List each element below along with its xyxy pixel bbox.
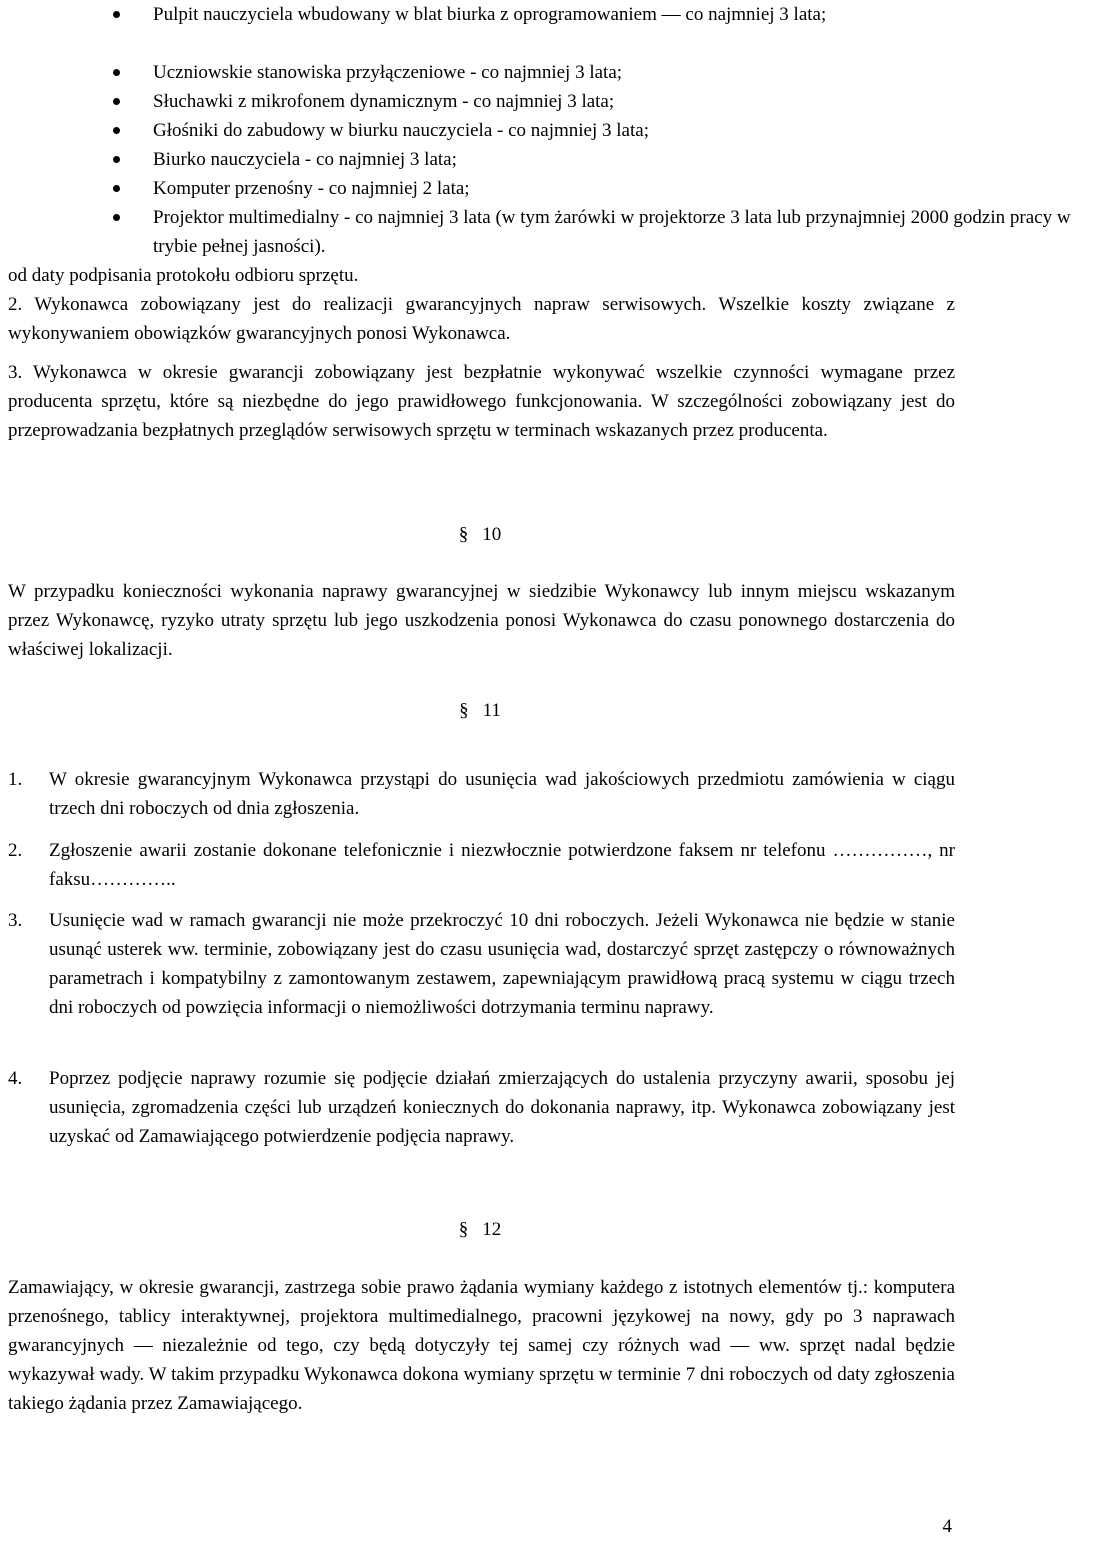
numbered-item <box>8 906 955 1022</box>
page-number: 4 <box>942 1516 952 1537</box>
bullet-item: Biurko nauczyciela - co najmniej 3 lata; <box>0 145 1113 174</box>
item-text: W okresie gwarancyjnym Wykonawca przystąpi do usunięcia wad jakościowych przedmiotu zamówienia w ciągu trzech dni roboczych od dnia zgłoszenia. <box>49 769 955 819</box>
section-symbol: § <box>459 700 469 721</box>
numbered-item <box>8 836 955 894</box>
bullet-item: Komputer przenośny - co najmniej 2 lata; <box>0 174 1113 203</box>
section-10-text: W przypadku konieczności wykonania naprawy gwarancyjnej w siedzibie Wykonawcy lub innym miejscu wskazanym przez Wykonawcę, ryzyko utraty sprzętu lub jego uszkodzenia ponosi Wykonawca do czasu ponownego dostarczenia do właściwej lokalizacji. <box>8 581 955 660</box>
bullet-dot <box>113 185 120 192</box>
section-number: 11 <box>482 700 501 721</box>
bullet-item: Słuchawki z mikrofonem dynamicznym - co najmniej 3 lata; <box>0 87 1113 116</box>
item-text: Usunięcie wad w ramach gwarancji nie może przekroczyć 10 dni roboczych. Jeżeli Wykonawca nie będzie w stanie usunąć usterek ww. terminie, zobowiązany jest do czasu usunięcia wad, dostarczyć sprzęt zastępczy o równoważnych parametrach i kompatybilny z zamontowanym zestawem, zapewniającym prawidłową pracą systemu w ciągu trzech dni roboczych od powzięcia informacji o niemożliwości dotrzymania terminu naprawy. <box>49 910 955 1018</box>
bullet-dot <box>113 69 120 76</box>
section-number: 12 <box>482 1219 502 1240</box>
item-text: Poprzez podjęcie naprawy rozumie się podjęcie działań zmierzających do ustalenia przyczyny awarii, sposobu jej usunięcia, zgromadzenia części lub urządzeń koniecznych do dokonania naprawy, itp. Wykonawca zobowiązany jest uzyskać od Zamawiającego potwierdzenie podjęcia naprawy. <box>49 1068 955 1147</box>
bullet-item: Głośniki do zabudowy w biurku nauczyciela - co najmniej 3 lata; <box>0 116 1113 145</box>
bullet-item: Pulpit nauczyciela wbudowany w blat biurka z oprogramowaniem — co najmniej 3 lata; <box>0 0 1113 29</box>
bullet-dot <box>113 11 120 18</box>
bullet-dot <box>113 127 120 134</box>
section-12-text: Zamawiający, w okresie gwarancji, zastrzega sobie prawo żądania wymiany każdego z istotnych elementów tj.: komputera przenośnego, tablicy interaktywnej, projektora multimedialnego, pracowni językowej na nowy, gdy po 3 naprawach gwarancyjnych — niezależnie od tego, czy będą dotyczyły tej samej czy różnych wad — ww. sprzęt nadal będzie wykazywał wady. W takim przypadku Wykonawca dokona wymiany sprzętu w terminie 7 dni roboczych od daty zgłoszenia takiego żądania przez Zamawiającego. <box>8 1277 955 1414</box>
item-number: 4. <box>8 1068 23 1089</box>
item-number: 2. <box>8 840 23 861</box>
paragraph-2: 2. Wykonawca zobowiązany jest do realizacji gwarancyjnych napraw serwisowych. Wszelkie koszty związane z wykonywaniem obowiązków gwarancyjnych ponosi Wykonawca. <box>8 294 955 344</box>
section-11-heading <box>0 696 960 725</box>
item-number: 3. <box>8 910 23 931</box>
section-number: 10 <box>482 524 502 545</box>
bullet-dot <box>113 98 120 105</box>
bullet-item: Uczniowskie stanowiska przyłączeniowe - co najmniej 3 lata; <box>0 58 1113 87</box>
paragraph-3: 3. Wykonawca w okresie gwarancji zobowiązany jest bezpłatnie wykonywać wszelkie czynności wymagane przez producenta sprzętu, które są niezbędne do jego prawidłowego funkcjonowania. W szczególności zobowiązany jest do przeprowadzania bezpłatnych przeglądów serwisowych sprzętu w terminach wskazanych przez producenta. <box>8 362 955 441</box>
after-list-line: od daty podpisania protokołu odbioru sprzętu. <box>8 265 359 286</box>
section-symbol: § <box>458 1219 469 1240</box>
numbered-item <box>8 1064 955 1151</box>
section-12-heading <box>0 1215 960 1244</box>
numbered-item <box>8 765 955 823</box>
item-text: Zgłoszenie awarii zostanie dokonane telefonicznie i niezwłocznie potwierdzone faksem nr telefonu ……………, nr faksu………….. <box>49 840 955 890</box>
section-symbol: § <box>458 524 469 545</box>
bullet-dot <box>113 156 120 163</box>
item-number: 1. <box>8 769 23 790</box>
section-10-heading <box>0 520 960 549</box>
bullet-item: Projektor multimedialny - co najmniej 3 lata (w tym żarówki w projektorze 3 lata lub przynajmniej 2000 godzin pracy w trybie pełnej jasności). <box>0 203 1113 261</box>
bullet-dot <box>113 214 120 221</box>
